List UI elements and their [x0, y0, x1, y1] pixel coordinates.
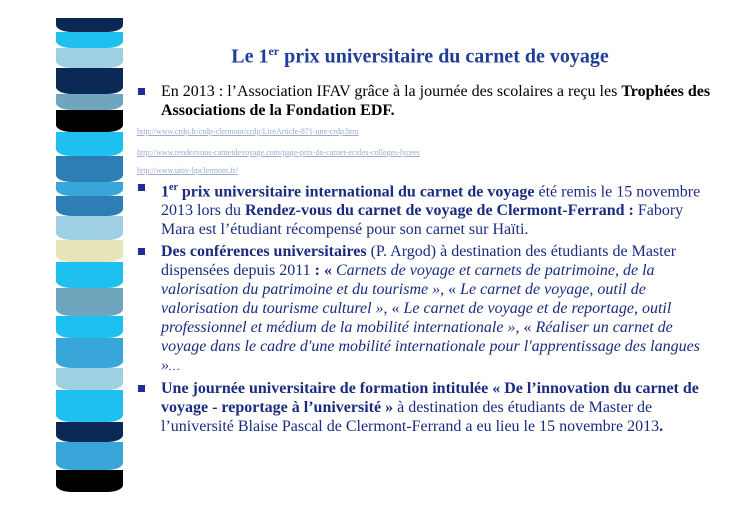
stripe [56, 338, 123, 368]
stripe [56, 110, 123, 132]
stripe [56, 470, 123, 492]
stripe [56, 442, 123, 470]
slide-content [137, 82, 717, 436]
stripe [56, 18, 123, 32]
link-crdp[interactable]: http://www.crdp.fr/crdp-clermont/crdp/LireArticle-871-une-crdp.htm [137, 127, 359, 136]
stripe [56, 182, 123, 196]
stripe [56, 240, 123, 262]
stripe [56, 156, 123, 182]
link-rendezvous[interactable]: http://www.rendezvous-carnetdevoyage.com/page-prix-do-carnet-ecoles-colleges-lycees [137, 148, 420, 157]
stripe [56, 196, 123, 216]
stripe [56, 32, 123, 48]
bullet-training-day: Une journée universitaire de formation intitulée « De l’innovation du carnet de voyage - reportage à l’université » à destination des étudiants de Master de l’université Blaise Pascal de Clermont-Ferrand a eu lieu le 15 novembre 2013. [137, 379, 717, 436]
stripe [56, 68, 123, 94]
stripe [56, 94, 123, 110]
slide-title: Le 1er prix universitaire du carnet de voyage [231, 44, 609, 68]
link-univ-bpclermont[interactable]: http://www.univ-bpclermont.fr/ [137, 166, 238, 175]
decorative-stripes [56, 18, 123, 492]
bullet-conferences: Des conférences universitaires (P. Argod) à destination des étudiants de Master dispensées depuis 2011 : « Carnets de voyage et carnets de patrimoine, de la valorisation du patrimoine et du tourisme », « Le carnet de voyage, outil de valorisation du tourisme culturel », « Le carnet de voyage et de reportage, outil professionnel et médium de la mobilité internationale », « Réaliser un carnet de voyage dans le cadre d'une mobilité internationale pour l'apprentissage des langues »… [137, 242, 717, 376]
stripe [56, 132, 123, 156]
stripe [56, 288, 123, 316]
stripe [56, 390, 123, 422]
stripe [56, 216, 123, 240]
stripe [56, 48, 123, 68]
bullet-ifav-trophy: En 2013 : l’Association IFAV grâce à la journée des scolaires a reçu les Trophées des Associations de la Fondation EDF. [137, 82, 717, 120]
bullet-first-prize: 1er prix universitaire international du carnet de voyage été remis le 15 novembre 2013 lors du Rendez-vous du carnet de voyage de Clermont-Ferrand : Fabory Mara est l’étudiant récompensé pour son carnet sur Haïti. [137, 178, 717, 239]
stripe [56, 262, 123, 288]
stripe [56, 368, 123, 390]
stripe [56, 316, 123, 338]
stripe [56, 422, 123, 442]
